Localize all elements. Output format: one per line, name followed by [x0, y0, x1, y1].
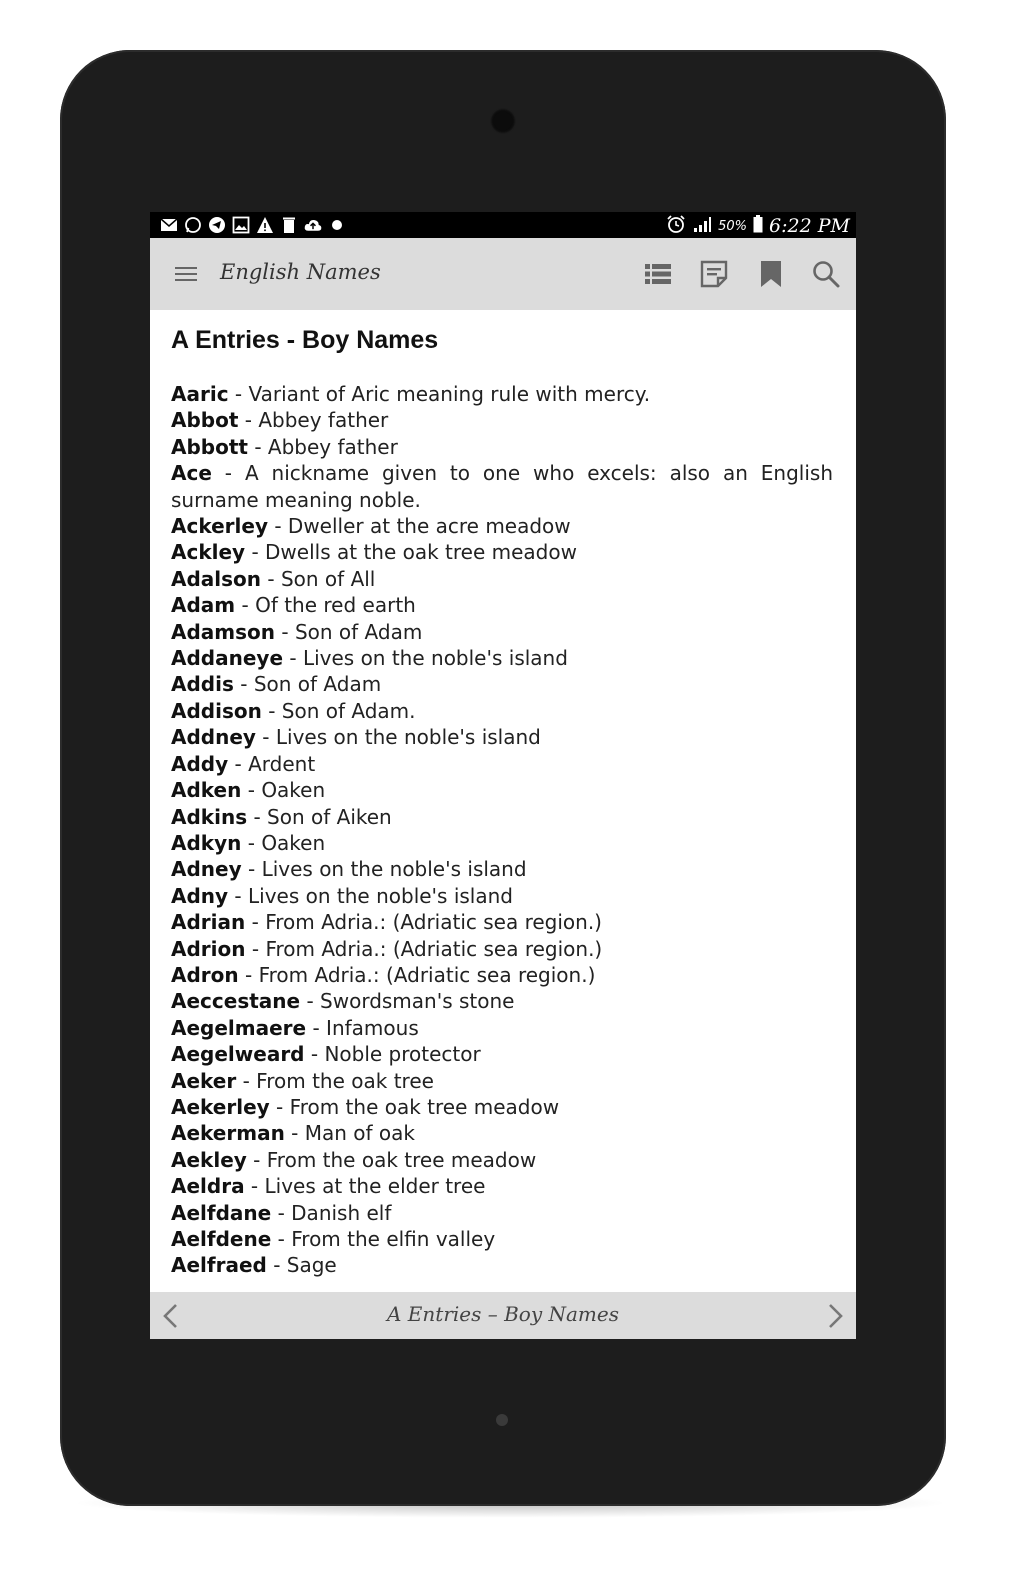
- name-entry: [171, 381, 833, 407]
- entry-name: Ace: [171, 461, 212, 486]
- hamburger-menu-icon[interactable]: [175, 264, 197, 284]
- entry-separator: -: [266, 1253, 287, 1278]
- app-toolbar: [150, 238, 856, 310]
- entry-separator: -: [244, 1174, 265, 1199]
- entry-name: Addy: [171, 751, 229, 776]
- name-entry: [171, 751, 833, 777]
- entry-meaning: From Adria.: (Adriatic sea region.): [265, 936, 603, 961]
- search-icon[interactable]: [811, 259, 841, 289]
- entry-meaning: Swordsman's stone: [320, 989, 515, 1014]
- entry-separator: -: [304, 1042, 325, 1067]
- entry-meaning: From the elfin valley: [291, 1227, 496, 1251]
- names-list: [171, 381, 833, 1279]
- entry-name: Aelfdene: [171, 1227, 272, 1251]
- name-entry: [171, 407, 833, 433]
- bottom-nav-bar: [150, 1292, 856, 1339]
- front-camera: [490, 108, 516, 134]
- entry-meaning: Man of oak: [304, 1121, 416, 1146]
- entry-meaning: Noble protector: [324, 1042, 481, 1067]
- entry-separator: -: [284, 1121, 305, 1146]
- entry-meaning: Lives on the noble's island: [275, 725, 541, 750]
- entry-separator: -: [300, 989, 321, 1014]
- entry-separator: -: [235, 593, 256, 618]
- entry-separator: -: [241, 778, 262, 803]
- entry-name: Adam: [171, 593, 236, 618]
- entry-meaning: From the oak tree meadow: [266, 1147, 537, 1172]
- entry-separator: -: [261, 698, 282, 723]
- entry-separator: -: [245, 540, 266, 565]
- entry-name: Aegelweard: [171, 1042, 305, 1067]
- entry-separator: -: [241, 857, 262, 882]
- entry-separator: -: [247, 434, 268, 459]
- entry-separator: -: [228, 382, 249, 406]
- entry-meaning: From Adria.: (Adriatic sea region.): [258, 962, 596, 987]
- name-entry: [171, 830, 833, 856]
- name-entry: [171, 724, 833, 750]
- clock: 6:22 PM: [769, 215, 850, 237]
- entry-separator: -: [269, 1094, 290, 1119]
- entry-meaning: Son of Adam: [253, 672, 382, 697]
- home-sensor: [496, 1414, 508, 1426]
- entry-name: Addison: [171, 698, 262, 723]
- list-icon[interactable]: [643, 259, 673, 289]
- status-right: [666, 214, 850, 238]
- name-entry: [171, 513, 833, 539]
- entry-name: Adalson: [171, 566, 262, 591]
- name-entry: [171, 619, 833, 645]
- entry-name: Ackerley: [171, 514, 268, 539]
- entry-name: Adrion: [171, 936, 246, 961]
- entry-name: Adron: [171, 962, 239, 987]
- name-entry: [171, 434, 833, 460]
- name-entry: [171, 962, 833, 988]
- status-bar: [150, 212, 856, 238]
- entry-name: Adamson: [171, 619, 276, 644]
- name-entry: [171, 1068, 833, 1094]
- entry-separator: -: [241, 830, 262, 855]
- app-title: English Names: [220, 260, 381, 284]
- entry-meaning: Son of Aiken: [267, 804, 392, 829]
- entry-name: Aeccestane: [171, 989, 301, 1014]
- entry-meaning: Dwells at the oak tree meadow: [265, 540, 577, 565]
- entry-meaning: A nickname given to one who excels: also an English surname meaning noble.: [171, 461, 833, 512]
- entry-name: Aekerley: [171, 1094, 270, 1119]
- name-entry: [171, 460, 833, 513]
- alarm-icon: [666, 214, 686, 238]
- entry-name: Aekerman: [171, 1121, 285, 1146]
- page-title: A Entries - Boy Names: [171, 326, 439, 354]
- entry-separator: -: [228, 751, 249, 776]
- entry-separator: -: [228, 883, 249, 908]
- dot-icon: [328, 216, 346, 234]
- entry-meaning: Lives on the noble's island: [248, 883, 513, 908]
- entry-separator: -: [246, 1147, 267, 1172]
- entry-separator: -: [306, 1015, 327, 1040]
- entry-separator: -: [255, 725, 276, 750]
- entry-name: Adney: [171, 857, 242, 882]
- entry-meaning: Lives on the noble's island: [261, 857, 527, 882]
- entry-name: Aaric: [171, 382, 229, 406]
- name-entry: [171, 671, 833, 697]
- entry-separator: -: [238, 962, 259, 987]
- entry-name: Addaneye: [171, 646, 284, 671]
- name-entry: [171, 1094, 833, 1120]
- whatsapp-icon: [184, 216, 202, 234]
- cloud-upload-icon: [304, 216, 322, 234]
- battery-icon: [753, 215, 763, 237]
- name-entry: [171, 909, 833, 935]
- chevron-right-icon[interactable]: [824, 1303, 846, 1329]
- name-entry: [171, 1200, 833, 1226]
- entry-meaning: Son of All: [280, 566, 376, 591]
- name-entry: [171, 698, 833, 724]
- entry-meaning: Dweller at the acre meadow: [287, 514, 571, 539]
- entry-name: Aeker: [171, 1068, 237, 1093]
- entry-separator: -: [275, 619, 295, 644]
- entry-name: Addis: [171, 672, 234, 697]
- warning-icon: [256, 216, 274, 234]
- entry-meaning: Lives on the noble's island: [302, 646, 568, 671]
- entry-meaning: Abbey father: [258, 408, 389, 433]
- entry-separator: -: [245, 936, 266, 961]
- entry-separator: -: [283, 646, 303, 671]
- entry-name: Aeldra: [171, 1174, 245, 1199]
- entry-separator: -: [236, 1068, 257, 1093]
- name-entry: [171, 856, 833, 882]
- name-entry: [171, 936, 833, 962]
- entry-name: Abbott: [171, 434, 248, 459]
- name-entry: [171, 566, 833, 592]
- entry-name: Ackley: [171, 540, 246, 565]
- entry-meaning: Oaken: [261, 830, 326, 855]
- name-entry: [171, 777, 833, 803]
- entry-separator: -: [267, 514, 288, 539]
- entry-separator: -: [261, 566, 281, 591]
- entry-name: Aekley: [171, 1147, 247, 1172]
- entry-meaning: Sage: [286, 1253, 337, 1278]
- entry-separator: -: [271, 1227, 292, 1251]
- name-entry: [171, 1252, 833, 1278]
- entry-meaning: Son of Adam.: [281, 698, 416, 723]
- entry-name: Aelfdane: [171, 1200, 272, 1225]
- name-entry: [171, 883, 833, 909]
- entry-meaning: Of the red earth: [255, 593, 416, 618]
- entry-name: Adken: [171, 778, 242, 803]
- section-title: A Entries – Boy Names: [387, 1302, 619, 1326]
- name-entry: [171, 645, 833, 671]
- mail-icon: [160, 216, 178, 234]
- names-content: [171, 326, 833, 1279]
- entry-name: Aelfraed: [171, 1253, 267, 1278]
- name-entry: [171, 1041, 833, 1067]
- battery-percent: 50%: [718, 218, 748, 234]
- entry-meaning: From Adria.: (Adriatic sea region.): [265, 910, 602, 935]
- entry-separator: -: [238, 408, 259, 433]
- entry-name: Adrian: [171, 910, 246, 935]
- entry-meaning: From the oak tree: [256, 1068, 434, 1093]
- bookmark-icon[interactable]: [756, 259, 786, 289]
- name-entry: [171, 1226, 833, 1252]
- entry-meaning: Abbey father: [267, 434, 398, 459]
- entry-meaning: Ardent: [248, 751, 316, 776]
- entry-separator: -: [245, 910, 266, 935]
- entry-name: Adkins: [171, 804, 248, 829]
- signal-icon: [692, 215, 712, 237]
- entry-meaning: Oaken: [261, 778, 326, 803]
- name-entry: [171, 539, 833, 565]
- name-entry: [171, 988, 833, 1014]
- name-entry: [171, 1173, 833, 1199]
- name-entry: [171, 592, 833, 618]
- entry-meaning: Son of Adam: [294, 619, 423, 644]
- entry-name: Addney: [171, 725, 256, 750]
- name-entry: [171, 1015, 833, 1041]
- name-entry: [171, 1147, 833, 1173]
- entry-name: Adny: [171, 883, 229, 908]
- entry-meaning: Infamous: [326, 1015, 419, 1040]
- entry-separator: -: [233, 672, 254, 697]
- telegram-icon: [208, 216, 226, 234]
- entry-name: Abbot: [171, 408, 239, 433]
- entry-meaning: Lives at the elder tree: [264, 1174, 486, 1199]
- entry-separator: -: [271, 1200, 292, 1225]
- notification-icons: [160, 216, 346, 234]
- entry-name: Aegelmaere: [171, 1015, 307, 1040]
- trash-icon: [280, 216, 298, 234]
- name-entry: [171, 1120, 833, 1146]
- entry-separator: -: [211, 461, 245, 486]
- entry-meaning: From the oak tree meadow: [289, 1094, 560, 1119]
- entry-meaning: Danish elf: [291, 1200, 392, 1225]
- entry-meaning: Variant of Aric meaning rule with mercy.: [248, 382, 651, 406]
- entry-separator: -: [247, 804, 268, 829]
- gallery-icon: [232, 216, 250, 234]
- name-entry: [171, 804, 833, 830]
- app-screen: [150, 212, 856, 1339]
- notes-icon[interactable]: [699, 259, 729, 289]
- entry-name: Adkyn: [171, 830, 242, 855]
